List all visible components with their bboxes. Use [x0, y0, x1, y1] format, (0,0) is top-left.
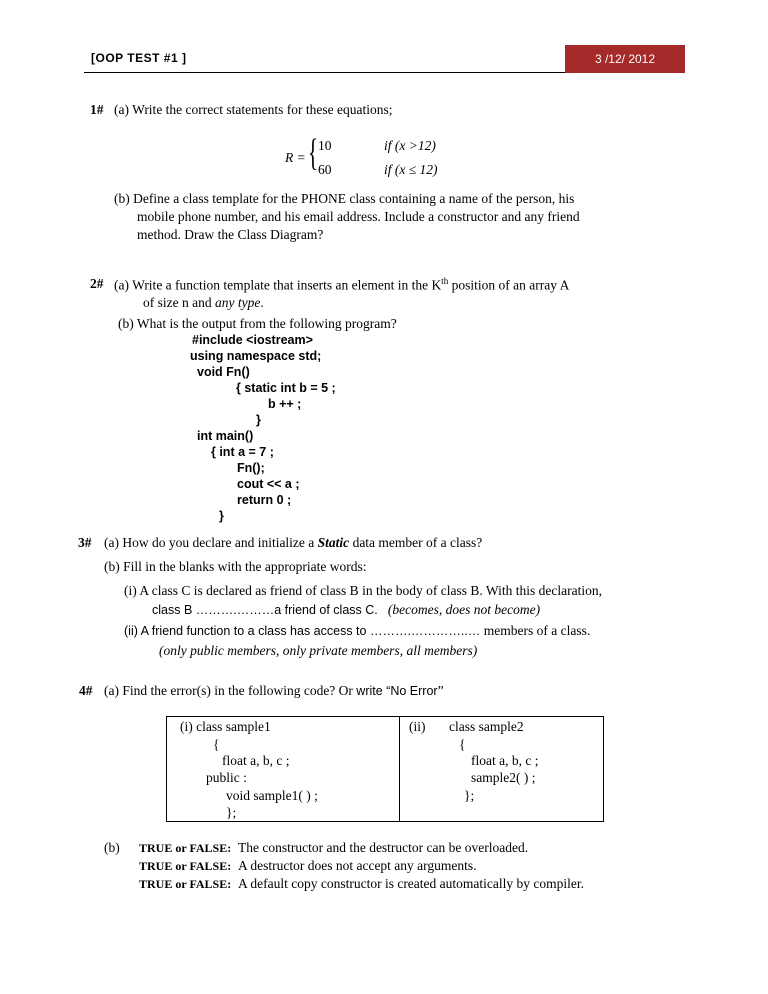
q3-a-line: (a) How do you declare and initialize a Static data member of a class?	[104, 535, 483, 550]
code-line: Fn();	[237, 461, 265, 475]
eq-condition-1: if (x >12)	[384, 138, 436, 153]
tf-statement-3: TRUE or FALSE: A default copy constructor is created automatically by compiler.	[139, 876, 584, 891]
test-date: 3 /12/ 2012	[565, 45, 685, 73]
eq-lhs: R =	[285, 150, 306, 165]
table-left-code: public :	[206, 770, 247, 785]
tf-statement-2: TRUE or FALSE: A destructor does not accept any arguments.	[139, 858, 477, 873]
header-rule	[84, 72, 565, 73]
q4-b-label: (b)	[104, 840, 120, 855]
table-left-code: };	[226, 805, 237, 820]
q3-ii-line: (ii) A friend function to a class has access to ……….…………..… members of a class.	[124, 623, 591, 638]
code-line: int main()	[197, 429, 254, 443]
code-line: }	[256, 413, 261, 427]
code-line: using namespace std;	[190, 349, 322, 363]
q3-ii-options: (only public members, only private members, all members)	[159, 643, 478, 658]
table-left-code: float a, b, c ;	[222, 753, 290, 768]
table-right-code: float a, b, c ;	[471, 753, 539, 768]
code-line: cout << a ;	[237, 477, 300, 491]
table-right-code: };	[464, 788, 475, 803]
table-right-code: sample2( ) ;	[471, 770, 536, 785]
eq-value-2: 60	[318, 162, 332, 177]
code-line: b ++ ;	[268, 397, 302, 411]
q3-b-line: (b) Fill in the blanks with the appropriate words:	[104, 559, 367, 574]
q2-number: 2#	[90, 276, 104, 291]
code-line: #include <iostream>	[192, 333, 313, 347]
table-divider	[399, 717, 400, 821]
q1-number: 1#	[90, 102, 104, 117]
tf-statement-1: TRUE or FALSE: The constructor and the destructor can be overloaded.	[139, 840, 529, 855]
eq-condition-2: if (x ≤ 12)	[384, 162, 438, 177]
table-left-code: void sample1( ) ;	[226, 788, 318, 803]
table-right-label: (ii)	[409, 719, 426, 734]
q1-b-line1: (b) Define a class template for the PHONE class containing a name of the person, his	[114, 191, 575, 206]
code-line: { static int b = 5 ;	[236, 381, 336, 395]
code-line: return 0 ;	[237, 493, 292, 507]
table-right-code: class sample2	[449, 719, 524, 734]
eq-value-1: 10	[318, 138, 332, 153]
table-right-code: {	[459, 737, 466, 752]
code-line: }	[219, 509, 224, 523]
q3-number: 3#	[78, 535, 92, 550]
q1-b-line3: method. Draw the Class Diagram?	[137, 227, 324, 242]
q1-b-line2: mobile phone number, and his email address. Include a constructor and any friend	[137, 209, 580, 224]
q3-i-line1: (i) A class C is declared as friend of class B in the body of class B. With this declaration,	[124, 583, 602, 598]
q4-number: 4#	[79, 683, 93, 698]
q4-a-line: (a) Find the error(s) in the following code? Or write “No Error”	[104, 683, 444, 698]
code-line: void Fn()	[197, 365, 250, 379]
table-left-code: {	[213, 737, 220, 752]
q2-a-line1: (a) Write a function template that inserts an element in the $K^{th}$ position of an array A	[114, 276, 570, 293]
eq-brace-icon: {	[308, 132, 319, 174]
q2-a-line2: of size n and any type.	[143, 295, 264, 310]
q3-i-line2: class B ……….………a friend of class C. (becomes, does not become)	[152, 602, 541, 617]
test-title: [OOP TEST #1 ]	[91, 51, 187, 65]
code-line: { int a = 7 ;	[211, 445, 274, 459]
table-left-code: (i) class sample1	[180, 719, 271, 734]
q2-b-line: (b) What is the output from the following program?	[118, 316, 397, 331]
q1-a-intro: (a) Write the correct statements for these equations;	[114, 102, 393, 117]
